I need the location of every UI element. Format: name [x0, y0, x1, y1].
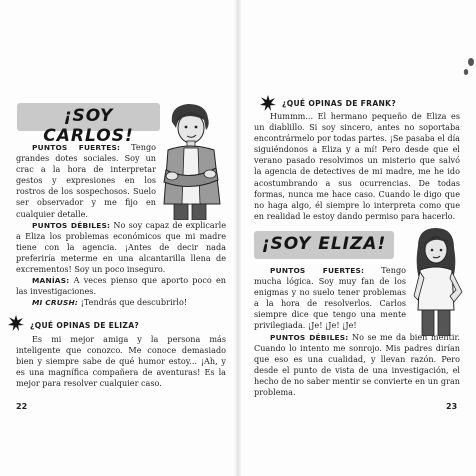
carlos-crush [16, 297, 226, 308]
carlos-strengths [16, 142, 156, 220]
frank-question: ¿QUÉ OPINAS DE FRANK? [282, 99, 397, 108]
eliza-profile-text [254, 265, 460, 398]
carlos-weaknesses [16, 220, 226, 275]
star-burst-icon [260, 95, 276, 111]
frank-answer-block [254, 111, 460, 222]
eliza-title: ¡SOY ELIZA! [261, 234, 387, 254]
carlos-weaknesses-text: No soy capaz de explicarle a Eliza los problemas económicos que mi madre tiene con la agencia. ¡Antes de decir nada preferiría meterme en una alcantarilla llena de excrementos! Soy un poco inseguro. [16, 219, 226, 275]
eliza-strengths-label: PUNTOS FUERTES: [270, 266, 365, 275]
page-number-right: 23 [446, 402, 458, 411]
frank-answer: Hummm... El hermano pequeño de Eliza es un diablillo. Si soy sincero, antes no soportaba encontrármelo por todas partes. ¡Se pasaba el día siguiéndonos a Eliza y a mí! Pero desde que el verano pasado resolvimos un misterio que salvó la agencia de detectives de mi madre, me he ido acostumbrando a sus ocurrencias. De todas formas, nunca me hace caso. Cuando le digo que no haga algo, él siempre lo interpreta como que en realidad le estoy dando permiso para hacerlo. [254, 111, 460, 221]
carlos-manias [16, 275, 226, 297]
star-burst-icon [8, 315, 24, 331]
eliza-answer: Es mi mejor amiga y la persona más inteligente que conozco. Me conoce demasiado bien y siempre sabe de qué humor estoy... ¡Ah, y es una magnífica compañera de aventuras! Es la mejor para resolver cualquier caso. [16, 334, 226, 389]
carlos-strengths-label: PUNTOS FUERTES: [32, 143, 121, 152]
eliza-strengths-text: Tengo mucha lógica. Soy muy fan de los enigmas y no suelo tener problemas a la hora de resolverlos. Carlos siempre dice que tengo una mente privilegiada. ¡Je! ¡Je! ¡Je! [254, 265, 406, 331]
page-number-left: 22 [16, 402, 28, 411]
right-page [238, 0, 476, 476]
eliza-answer-block [16, 334, 226, 389]
carlos-weaknesses-label: PUNTOS DÉBILES: [32, 220, 111, 230]
carlos-manias-text: A veces pienso que aporto poco en las investigaciones. [16, 275, 226, 297]
eliza-strengths [254, 265, 406, 332]
eliza-question: ¿QUÉ OPINAS DE ELIZA? [30, 321, 140, 330]
eliza-weaknesses-label: PUNTOS DÉBILES: [270, 332, 349, 342]
carlos-title: ¡SOY CARLOS! [43, 106, 134, 146]
carlos-crush-label: MI CRUSH: [32, 298, 79, 308]
eliza-title-banner [254, 231, 394, 259]
eliza-weaknesses-text: No se me da bien mentir. Cuando lo intento me sonrojo. Mis padres dirían que eso es una cualidad, y llevan razón. Pero desde el punto de vista de una investigación, el hecho de no saber mentir se convierte en un gran problema. [254, 331, 460, 398]
carlos-crush-text: ¡Tendrás que descubrirlo! [78, 297, 188, 308]
decorative-dots-icon [462, 56, 476, 80]
carlos-title-banner [17, 103, 160, 146]
carlos-profile-text [16, 142, 226, 308]
carlos-manias-label: MANÍAS: [32, 276, 70, 286]
eliza-weaknesses [254, 332, 460, 399]
carlos-strengths-text: Tengo grandes dotes sociales. Soy un crac a la hora de interpretar gestos y expresiones en los rostros de los sospechosos. Suelo ser observador y me fijo en cualquier detalle. [16, 142, 156, 219]
